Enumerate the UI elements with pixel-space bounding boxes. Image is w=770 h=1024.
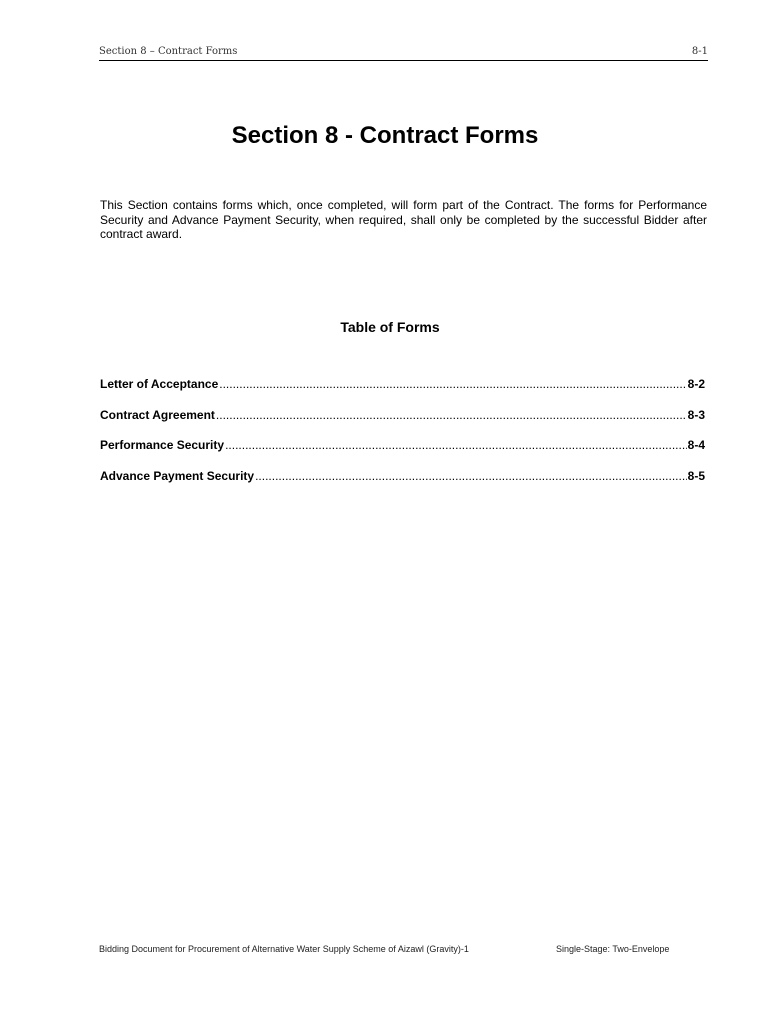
- toc-item-page: 8-4: [687, 438, 705, 452]
- toc-leader-dots: [219, 377, 686, 391]
- page-header: [99, 44, 708, 61]
- toc-item-label: Advance Payment Security: [100, 468, 255, 483]
- header-page-number: 8-1: [691, 46, 708, 57]
- toc-item-contract-agreement[interactable]: [100, 408, 705, 439]
- toc-item-page: 8-3: [687, 407, 705, 422]
- toc-item-label: Contract Agreement: [100, 407, 215, 422]
- toc-leader-dots: [255, 469, 687, 483]
- toc-item-page: 8-5: [687, 468, 705, 483]
- intro-paragraph: This Section contains forms which, once completed, will form part of the Contract. The forms for Performance Security and Advance Payment Security, when required, shall only be completed by the successful Bidder after contract award.: [100, 198, 707, 241]
- toc-leader-dots: [216, 408, 687, 422]
- table-of-forms: [100, 377, 705, 499]
- toc-item-letter-of-acceptance[interactable]: [100, 377, 705, 408]
- footer-document-title: Bidding Document for Procurement of Alternative Water Supply Scheme of Aizawl (Gravity)-1: [99, 944, 469, 954]
- toc-item-label: Letter of Acceptance: [100, 377, 219, 391]
- toc-leader-dots: [225, 438, 687, 452]
- toc-item-label: Performance Security: [100, 438, 225, 452]
- page-title: Section 8 - Contract Forms: [231, 122, 539, 149]
- footer-bidding-type: Single-Stage: Two-Envelope: [556, 944, 670, 954]
- header-section-label: Section 8 – Contract Forms: [99, 46, 238, 57]
- toc-item-advance-payment-security[interactable]: [100, 469, 705, 500]
- toc-title: Table of Forms: [340, 319, 440, 335]
- toc-item-performance-security[interactable]: [100, 438, 705, 469]
- toc-item-page: 8-2: [687, 377, 705, 391]
